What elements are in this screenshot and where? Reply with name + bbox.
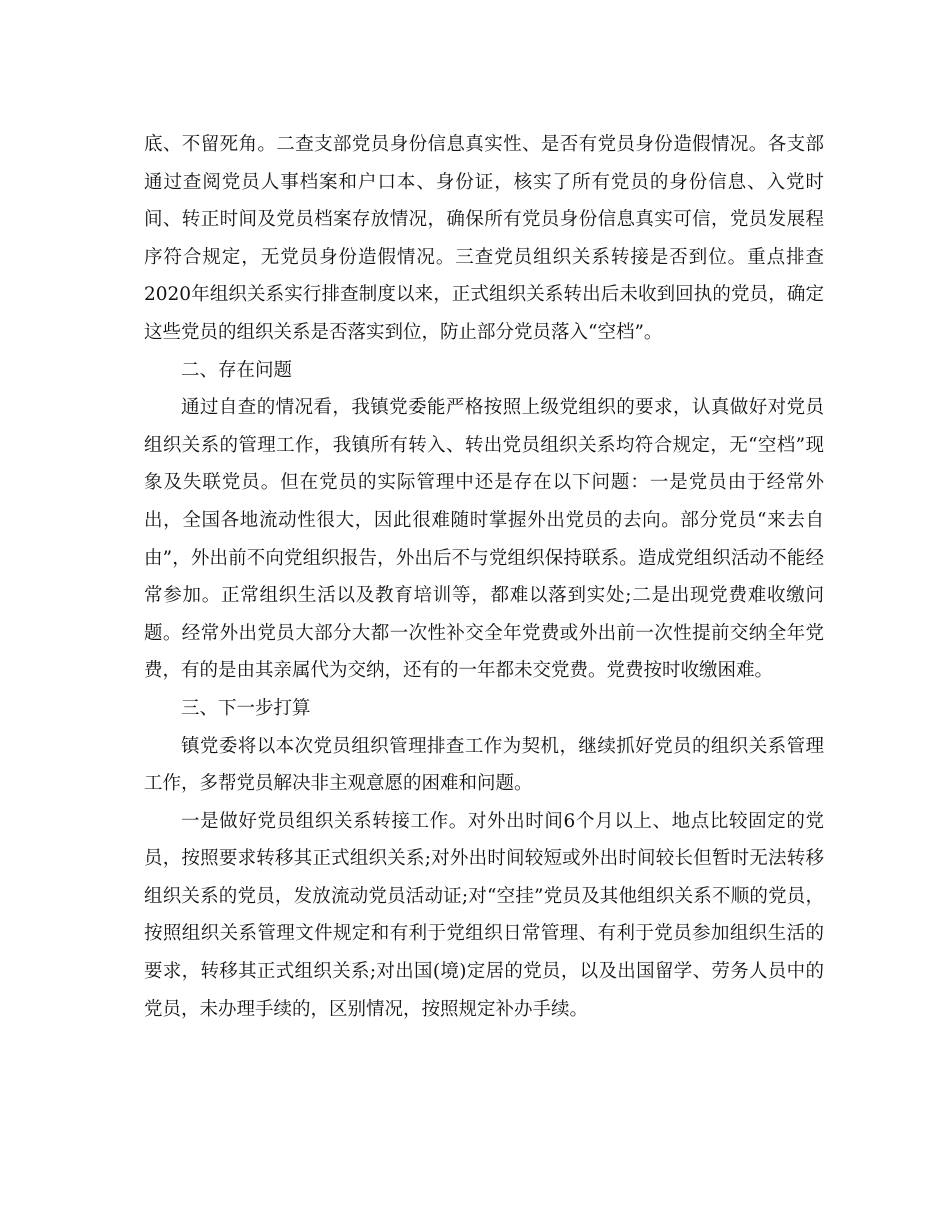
section-heading-next-steps: 三、下一步打算: [181, 697, 311, 719]
section-heading-problems: 二、存在问题: [181, 359, 293, 381]
paragraph-continuation: 底、不留死角。二查支部党员身份信息真实性、是否有党员身份造假情况。各支部通过查阅党员人事档案和户口本、身份证，核实了所有党员的身份信息、入党时间、转正时间及党员档案存放情况，确保所有党员身份信息真实可信，党员发展程序符合规定，无党员身份造假情况。三查党员组织关系转接是否到位。重点排查2020年组织关系实行排查制度以来，正式组织关系转出后未收到回执的党员，确定这些党员的组织关系是否落实到位，防止部分党员落入“空档”。: [144, 134, 824, 343]
paragraph-transfer-work: 一是做好党员组织关系转接工作。对外出时间6个月以上、地点比较固定的党员，按照要求转移其正式组织关系;对外出时间较短或外出时间较长但暂时无法转移组织关系的党员，发放流动党员活动证;对“空挂”党员及其他组织关系不顺的党员，按照组织关系管理文件规定和有利于党组织日常管理、有利于党员参加组织生活的要求，转移其正式组织关系;对出国(境)定居的党员，以及出国留学、劳务人员中的党员，未办理手续的，区别情况，按照规定补办手续。: [144, 810, 824, 1020]
paragraph-problems: 通过自查的情况看，我镇党委能严格按照上级党组织的要求，认真做好对党员组织关系的管理工作，我镇所有转入、转出党员组织关系均符合规定，无“空档”现象及失联党员。但在党员的实际管理中还是存在以下问题：一是党员由于经常外出，全国各地流动性很大，因此很难随时掌握外出党员的去向。部分党员“来去自由”，外出前不向党组织报告，外出后不与党组织保持联系。造成党组织活动不能经常参加。正常组织生活以及教育培训等，都难以落到实处;二是出现党费难收缴问题。经常外出党员大部分大都一次性补交全年党费或外出前一次性提前交纳全年党费，有的是由其亲属代为交纳，还有的一年都未交党费。党费按时收缴困难。: [144, 397, 824, 682]
paragraph-next-steps-intro: 镇党委将以本次党员组织管理排查工作为契机，继续抓好党员的组织关系管理工作，多帮党员解决非主观意愿的困难和问题。: [144, 735, 824, 795]
document-body: [144, 126, 824, 1028]
